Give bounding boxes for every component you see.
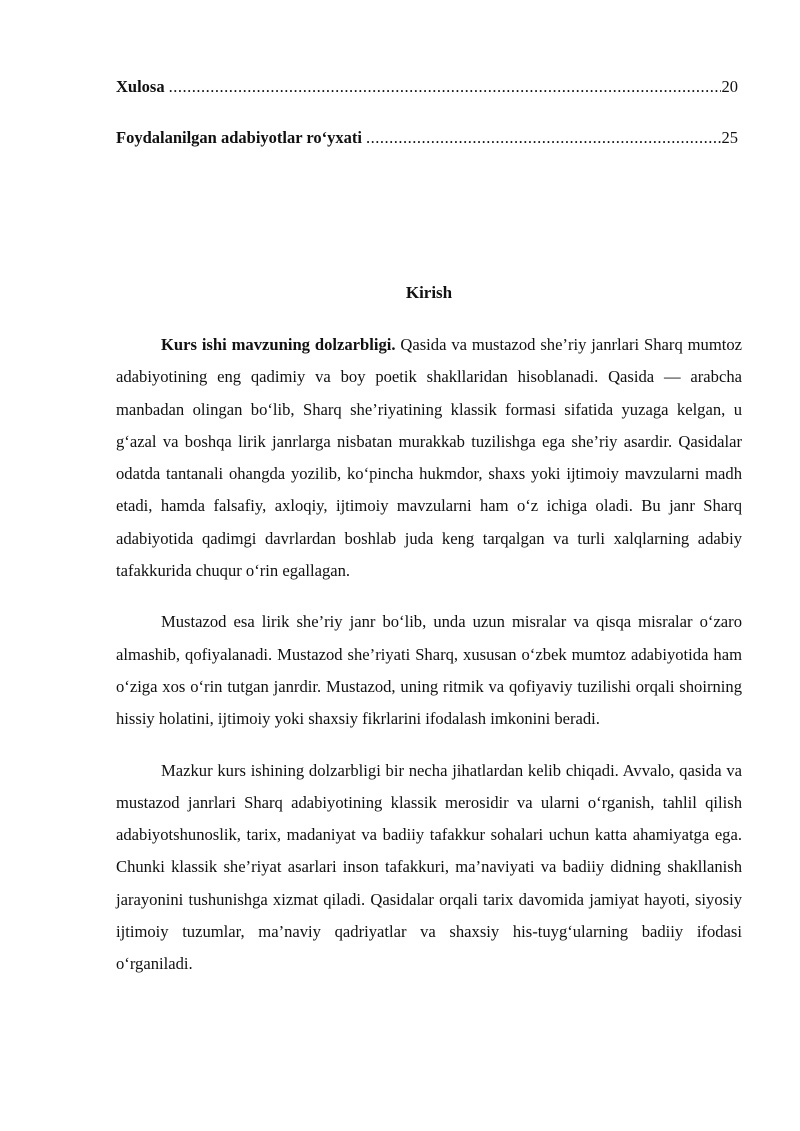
- paragraph: [116, 329, 742, 587]
- paragraph-lead: Kurs ishi mavzuning dolzarbligi.: [161, 335, 396, 354]
- paragraph-text: Mustazod esa lirik she’riy janr bo‘lib, unda uzun misralar va qisqa misralar o‘zaro almashib, qofiyalanadi. Mustazod she’riyati Sharq, xususan o‘zbek mumtoz adabiyotida ham o‘ziga xos o‘rin tutgan janrdir. Mustazod, uning ritmik va qofiyaviy tuzilishi orqali shoirning hissiy holatini, ijtimoiy yoki shaxsiy fikrlarini ifodalash imkonini beradi.: [116, 612, 742, 729]
- paragraph-text: Mazkur kurs ishining dolzarbligi bir necha jihatlardan kelib chiqadi. Avvalo, qasida va mustazod janrlari Sharq adabiyotining klassik merosidir va ularni o‘rganish, tahlil qilish adabiyotshunoslik, tarix, madaniyat va badiiy tafakkur sohalari uchun katta ahamiyatga ega. Chunki klassik she’riyat asarlari inson tafakkuri, ma’naviyati va badiiy didning shakllanish jarayonini tushunishga xizmat qiladi. Qasidalar orqali tarix davomida jamiyat hayoti, siyosiy ijtimoiy tuzumlar, ma’naviy qadriyatlar va shaxsiy his-tuyg‘ularning badiiy ifodasi o‘rganiladi.: [116, 760, 742, 974]
- paragraph: [116, 755, 742, 981]
- toc-entry-page: 20: [721, 77, 738, 96]
- toc-entry-page: 25: [721, 128, 738, 147]
- body-text: [116, 329, 742, 1000]
- section-heading: Kirish: [405, 283, 453, 302]
- toc-leader-dots: [169, 76, 721, 98]
- toc-entry-title: Xulosa: [116, 77, 165, 96]
- paragraph-text: Qasida va mustazod she’riy janrlari Sharq mumtoz adabiyotining eng qadimiy va boy poetik shakllaridan hisoblanadi. Qasida — arabcha manbadan olingan bo‘lib, Sharq she’riyatining klassik formasi sifatida yuzaga kelgan, u g‘azal va boshqa lirik janrlarga nisbatan murakkab tuzilishga ega she’riy asardir. Qasidalar odatda tantanali ohangda yozilib, ko‘pincha hukmdor, shaxs yoki ijtimoiy mavzularni madh etadi, hamda falsafiy, axloqiy, ijtimoiy mavzularni ham o‘z ichiga oladi. Bu janr Sharq adabiyotida qadimgi davrlardan boshlab juda keng tarqalgan va turli xalqlarning adabiy tafakkurida chuqur o‘rin egallagan.: [116, 335, 742, 581]
- toc-leader-dots: [366, 127, 720, 149]
- paragraph: [116, 606, 742, 735]
- toc-entry-title: Foydalanilgan adabiyotlar ro‘yxati: [116, 128, 363, 147]
- toc-entry-references: [116, 127, 738, 149]
- toc-entry-xulosa: [116, 76, 738, 98]
